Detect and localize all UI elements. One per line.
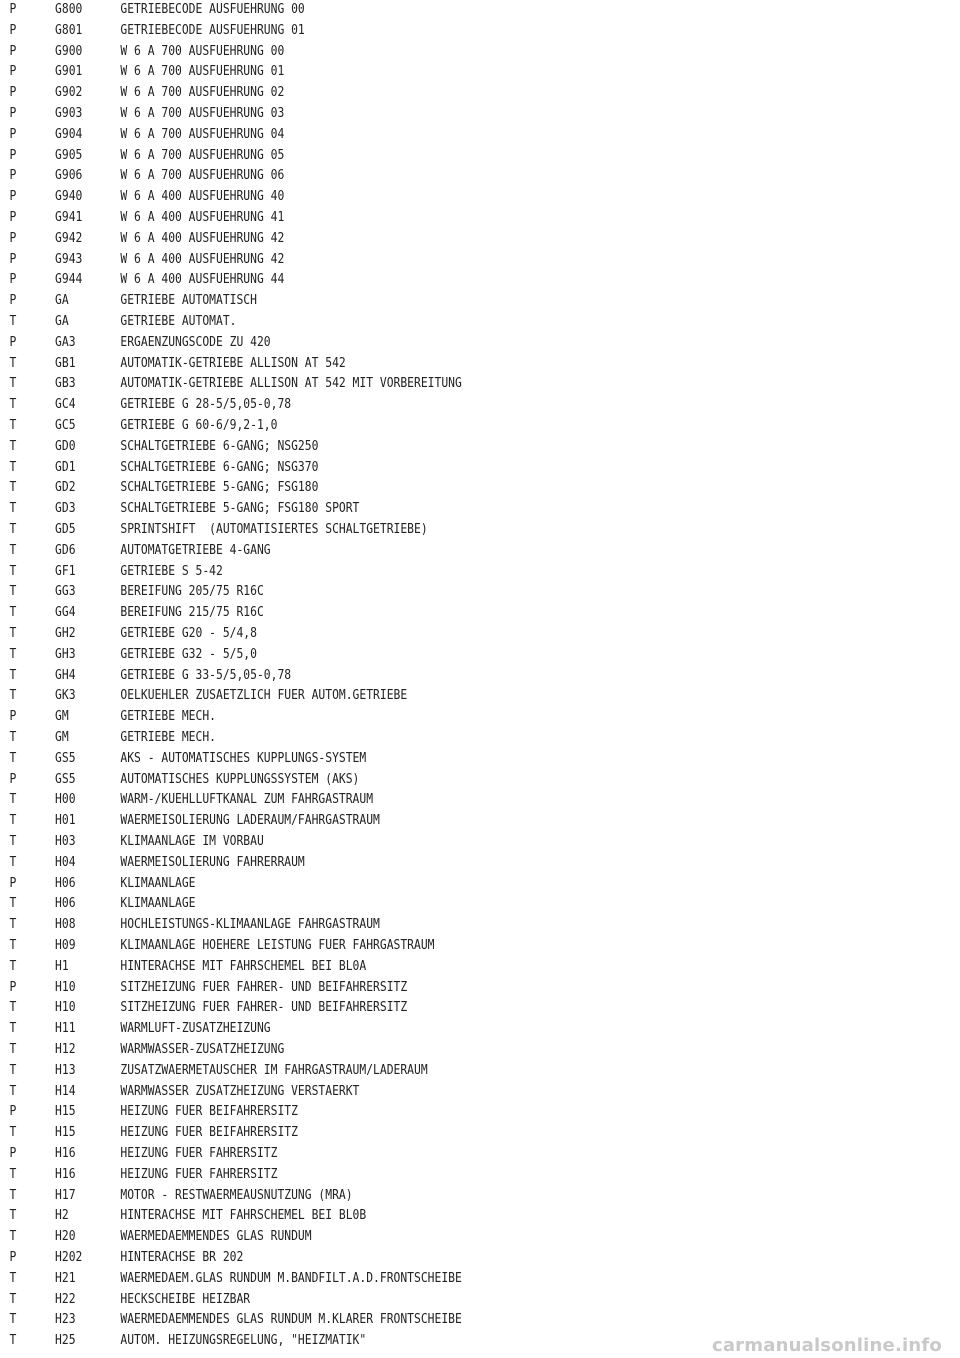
row-description: GETRIEBE S 5-42 — [120, 563, 223, 579]
row-code: GG4 — [55, 605, 76, 621]
row-code: H06 — [55, 875, 76, 891]
row-description: W 6 A 700 AUSFUEHRUNG 04 — [120, 126, 285, 142]
list-item — [0, 1290, 826, 1311]
row-code: H14 — [55, 1083, 76, 1099]
list-item — [0, 1331, 826, 1352]
row-code: GH2 — [55, 626, 76, 641]
row-description: KLIMAANLAGE — [120, 896, 196, 912]
row-type: T — [9, 1042, 17, 1057]
row-description: AUTOMATIK-GETRIEBE ALLISON AT 542 — [120, 355, 346, 371]
row-type: P — [9, 189, 17, 205]
row-description: W 6 A 700 AUSFUEHRUNG 05 — [120, 147, 285, 163]
row-description: W 6 A 400 AUSFUEHRUNG 41 — [120, 210, 285, 225]
row-type: T — [9, 1208, 17, 1224]
list-item — [0, 270, 826, 291]
row-type: P — [9, 106, 17, 121]
row-description: WARMWASSER-ZUSATZHEIZUNG — [120, 1042, 285, 1057]
row-description: OELKUEHLER ZUSAETZLICH FUER AUTOM.GETRIEBE — [120, 688, 408, 704]
row-description: SITZHEIZUNG FUER FAHRER- UND BEIFAHRERSITZ — [120, 1000, 408, 1016]
row-code: GA — [55, 293, 69, 309]
list-item — [0, 645, 826, 666]
row-code: G901 — [55, 64, 83, 80]
row-code: GD1 — [55, 459, 76, 475]
row-description: GETRIEBE G20 - 5/4,8 — [120, 626, 257, 641]
row-description: WARMWASSER ZUSATZHEIZUNG VERSTAERKT — [120, 1083, 360, 1099]
list-item — [0, 146, 826, 167]
row-type: T — [9, 958, 17, 974]
list-item — [0, 666, 826, 687]
row-description: GETRIEBE MECH. — [120, 730, 216, 745]
list-item — [0, 125, 826, 146]
row-type: T — [9, 1125, 17, 1141]
row-description: W 6 A 700 AUSFUEHRUNG 00 — [120, 43, 285, 59]
row-description: W 6 A 400 AUSFUEHRUNG 40 — [120, 189, 285, 205]
row-type: P — [9, 1104, 17, 1120]
list-item — [0, 1144, 826, 1165]
list-item — [0, 582, 826, 603]
row-code: H22 — [55, 1291, 76, 1307]
row-type: T — [9, 314, 17, 329]
row-type: T — [9, 750, 17, 766]
row-description: W 6 A 700 AUSFUEHRUNG 03 — [120, 106, 285, 121]
row-type: T — [9, 501, 17, 517]
row-type: T — [9, 1312, 17, 1328]
row-description: GETRIEBECODE AUSFUEHRUNG 00 — [120, 2, 305, 17]
row-description: SITZHEIZUNG FUER FAHRER- UND BEIFAHRERSITZ — [120, 979, 408, 995]
list-item — [0, 957, 826, 978]
row-description: W 6 A 700 AUSFUEHRUNG 06 — [120, 168, 285, 184]
row-code: G900 — [55, 43, 83, 59]
row-code: H16 — [55, 1146, 76, 1161]
list-item — [0, 728, 826, 749]
list-item — [0, 1040, 826, 1061]
row-description: SCHALTGETRIEBE 5-GANG; FSG180 — [120, 480, 319, 496]
row-code: GC5 — [55, 418, 76, 433]
row-code: GD5 — [55, 522, 76, 537]
list-item — [0, 707, 826, 728]
row-code: G906 — [55, 168, 83, 184]
row-type: T — [9, 563, 17, 579]
row-description: BEREIFUNG 205/75 R16C — [120, 584, 264, 600]
row-code: G800 — [55, 2, 83, 17]
row-type: T — [9, 1021, 17, 1037]
list-item — [0, 229, 826, 250]
row-type: T — [9, 438, 17, 454]
list-item — [0, 1123, 826, 1144]
row-type: T — [9, 1270, 17, 1286]
list-item — [0, 811, 826, 832]
row-description: HEIZUNG FUER FAHRERSITZ — [120, 1146, 278, 1161]
row-code: GD6 — [55, 542, 76, 558]
list-item — [0, 312, 826, 333]
row-description: GETRIEBE G 33-5/5,05-0,78 — [120, 667, 292, 683]
row-code: G801 — [55, 22, 83, 38]
row-type: P — [9, 230, 17, 246]
list-item — [0, 1206, 826, 1227]
row-type: T — [9, 1083, 17, 1099]
row-code: GH3 — [55, 646, 76, 662]
row-code: H11 — [55, 1021, 76, 1037]
row-type: T — [9, 626, 17, 641]
row-code: G942 — [55, 230, 83, 246]
list-item — [0, 333, 826, 354]
list-item — [0, 104, 826, 125]
row-description: WAERMEISOLIERUNG LADERAUM/FAHRGASTRAUM — [120, 813, 380, 829]
list-item — [0, 62, 826, 83]
list-item — [0, 291, 826, 312]
row-description: GETRIEBECODE AUSFUEHRUNG 01 — [120, 22, 305, 38]
list-item — [0, 1269, 826, 1290]
list-item — [0, 458, 826, 479]
row-type: T — [9, 1062, 17, 1078]
row-code: H12 — [55, 1042, 76, 1057]
row-type: T — [9, 418, 17, 433]
list-item — [0, 208, 826, 229]
list-item — [0, 686, 826, 707]
list-item — [0, 1310, 826, 1331]
row-description: GETRIEBE MECH. — [120, 709, 216, 725]
row-type: T — [9, 542, 17, 558]
row-description: HOCHLEISTUNGS-KLIMAANLAGE FAHRGASTRAUM — [120, 917, 380, 933]
row-description: AUTOMATIK-GETRIEBE ALLISON AT 542 MIT VORBEREITUNG — [120, 376, 462, 392]
row-code: H03 — [55, 834, 76, 849]
list-item — [0, 1019, 826, 1040]
row-type: P — [9, 210, 17, 225]
list-item — [0, 0, 826, 21]
row-type: T — [9, 854, 17, 870]
list-item — [0, 770, 826, 791]
row-description: AKS - AUTOMATISCHES KUPPLUNGS-SYSTEM — [120, 750, 367, 766]
list-item — [0, 1186, 826, 1207]
row-code: G902 — [55, 85, 83, 101]
list-item — [0, 166, 826, 187]
row-description: WARMLUFT-ZUSATZHEIZUNG — [120, 1021, 271, 1037]
row-code: G905 — [55, 147, 83, 163]
row-description: AUTOMATISCHES KUPPLUNGSSYSTEM (AKS) — [120, 771, 360, 787]
list-item — [0, 603, 826, 624]
row-type: T — [9, 667, 17, 683]
row-code: GK3 — [55, 688, 76, 704]
row-type: P — [9, 875, 17, 891]
list-item — [0, 1102, 826, 1123]
row-type: T — [9, 1000, 17, 1016]
list-item — [0, 1061, 826, 1082]
row-code: G943 — [55, 251, 83, 267]
row-description: GETRIEBE G 60-6/9,2-1,0 — [120, 418, 278, 433]
row-type: T — [9, 792, 17, 808]
row-description: BEREIFUNG 215/75 R16C — [120, 605, 264, 621]
list-item — [0, 562, 826, 583]
row-type: T — [9, 355, 17, 371]
row-code: GS5 — [55, 771, 76, 787]
row-code: H202 — [55, 1250, 83, 1265]
row-description: W 6 A 700 AUSFUEHRUNG 01 — [120, 64, 285, 80]
row-code: GM — [55, 709, 69, 725]
row-code: H20 — [55, 1229, 76, 1245]
row-type: P — [9, 43, 17, 59]
row-code: H15 — [55, 1104, 76, 1120]
row-type: T — [9, 584, 17, 600]
row-type: P — [9, 126, 17, 142]
list-item — [0, 374, 826, 395]
row-description: HEIZUNG FUER BEIFAHRERSITZ — [120, 1125, 298, 1141]
row-code: H1 — [55, 958, 69, 974]
row-description: SCHALTGETRIEBE 6-GANG; NSG250 — [120, 438, 319, 454]
row-code: G903 — [55, 106, 83, 121]
list-item — [0, 250, 826, 271]
row-description: W 6 A 400 AUSFUEHRUNG 44 — [120, 272, 285, 288]
row-type: P — [9, 64, 17, 80]
list-item — [0, 83, 826, 104]
row-description: W 6 A 400 AUSFUEHRUNG 42 — [120, 230, 285, 246]
row-code: H21 — [55, 1270, 76, 1286]
list-item — [0, 499, 826, 520]
row-type: T — [9, 522, 17, 537]
row-type: P — [9, 2, 17, 17]
row-type: P — [9, 979, 17, 995]
row-code: G904 — [55, 126, 83, 142]
row-code: H25 — [55, 1333, 76, 1349]
row-code: H15 — [55, 1125, 76, 1141]
list-item — [0, 1165, 826, 1186]
list-item — [0, 1227, 826, 1248]
row-code: H16 — [55, 1166, 76, 1182]
row-type: T — [9, 813, 17, 829]
row-code: H04 — [55, 854, 76, 870]
row-type: P — [9, 293, 17, 309]
row-description: AUTOMATGETRIEBE 4-GANG — [120, 542, 271, 558]
row-code: GD3 — [55, 501, 76, 517]
list-item — [0, 624, 826, 645]
row-code: H06 — [55, 896, 76, 912]
row-type: T — [9, 646, 17, 662]
row-type: P — [9, 147, 17, 163]
row-description: WAERMEISOLIERUNG FAHRERRAUM — [120, 854, 305, 870]
list-item — [0, 874, 826, 895]
row-code: GF1 — [55, 563, 76, 579]
list-item — [0, 478, 826, 499]
row-description: MOTOR - RESTWAERMEAUSNUTZUNG (MRA) — [120, 1187, 353, 1203]
list-item — [0, 1082, 826, 1103]
row-type: T — [9, 1291, 17, 1307]
row-type: T — [9, 917, 17, 933]
row-type: T — [9, 1166, 17, 1182]
row-description: GETRIEBE AUTOMATISCH — [120, 293, 257, 309]
row-type: T — [9, 376, 17, 392]
row-code: H13 — [55, 1062, 76, 1078]
row-code: GB1 — [55, 355, 76, 371]
row-description: GETRIEBE G32 - 5/5,0 — [120, 646, 257, 662]
row-description: HEIZUNG FUER BEIFAHRERSITZ — [120, 1104, 298, 1120]
row-type: T — [9, 896, 17, 912]
row-type: T — [9, 938, 17, 953]
row-description: W 6 A 400 AUSFUEHRUNG 42 — [120, 251, 285, 267]
row-description: AUTOM. HEIZUNGSREGELUNG, "HEIZMATIK" — [120, 1333, 367, 1349]
row-code: H00 — [55, 792, 76, 808]
row-description: WAERMEDAEMMENDES GLAS RUNDUM M.KLARER FRONTSCHEIBE — [120, 1312, 462, 1328]
row-code: GS5 — [55, 750, 76, 766]
row-type: P — [9, 1250, 17, 1265]
row-description: KLIMAANLAGE HOEHERE LEISTUNG FUER FAHRGASTRAUM — [120, 938, 435, 953]
row-type: T — [9, 1333, 17, 1349]
row-description: WAERMEDAEMMENDES GLAS RUNDUM — [120, 1229, 312, 1245]
row-description: HINTERACHSE BR 202 — [120, 1250, 244, 1265]
row-description: GETRIEBE AUTOMAT. — [120, 314, 237, 329]
row-code: G944 — [55, 272, 83, 288]
list-item — [0, 187, 826, 208]
row-code: H01 — [55, 813, 76, 829]
row-description: HINTERACHSE MIT FAHRSCHEMEL BEI BL0A — [120, 958, 367, 974]
list-item — [0, 416, 826, 437]
row-code: GC4 — [55, 397, 76, 413]
row-code: GA3 — [55, 334, 76, 350]
row-description: KLIMAANLAGE — [120, 875, 196, 891]
watermark: carmanualsonline.info — [711, 1335, 942, 1356]
row-code: GH4 — [55, 667, 76, 683]
row-type: P — [9, 168, 17, 184]
row-code: H10 — [55, 1000, 76, 1016]
row-description: KLIMAANLAGE IM VORBAU — [120, 834, 264, 849]
row-code: H10 — [55, 979, 76, 995]
list-item — [0, 437, 826, 458]
list-item — [0, 978, 826, 999]
row-code: G940 — [55, 189, 83, 205]
list-item — [0, 21, 826, 42]
list-item — [0, 936, 826, 957]
row-description: GETRIEBE G 28-5/5,05-0,78 — [120, 397, 292, 413]
row-code: GD0 — [55, 438, 76, 454]
row-code: H23 — [55, 1312, 76, 1328]
list-item — [0, 853, 826, 874]
list-item — [0, 395, 826, 416]
list-item — [0, 749, 826, 770]
list-item — [0, 915, 826, 936]
row-code: G941 — [55, 210, 83, 225]
row-type: T — [9, 1187, 17, 1203]
list-item — [0, 998, 826, 1019]
row-type: P — [9, 251, 17, 267]
list-item — [0, 790, 826, 811]
list-item — [0, 1248, 826, 1269]
row-description: ZUSATZWAERMETAUSCHER IM FAHRGASTRAUM/LADERAUM — [120, 1062, 428, 1078]
row-type: P — [9, 709, 17, 725]
row-type: T — [9, 459, 17, 475]
row-description: WARM-/KUEHLLUFTKANAL ZUM FAHRGASTRAUM — [120, 792, 374, 808]
row-description: HEIZUNG FUER FAHRERSITZ — [120, 1166, 278, 1182]
row-description: ERGAENZUNGSCODE ZU 420 — [120, 334, 271, 350]
list-item — [0, 894, 826, 915]
row-description: WAERMEDAEM.GLAS RUNDUM M.BANDFILT.A.D.FRONTSCHEIBE — [120, 1270, 462, 1286]
row-description: HINTERACHSE MIT FAHRSCHEMEL BEI BL0B — [120, 1208, 367, 1224]
row-code: GA — [55, 314, 69, 329]
row-code: H17 — [55, 1187, 76, 1203]
row-type: P — [9, 771, 17, 787]
row-type: T — [9, 688, 17, 704]
row-code: GB3 — [55, 376, 76, 392]
row-type: T — [9, 480, 17, 496]
row-description: W 6 A 700 AUSFUEHRUNG 02 — [120, 85, 285, 101]
row-code: H2 — [55, 1208, 69, 1224]
row-type: P — [9, 272, 17, 288]
row-type: T — [9, 605, 17, 621]
list-item — [0, 541, 826, 562]
row-type: P — [9, 85, 17, 101]
list-item — [0, 520, 826, 541]
row-code: GD2 — [55, 480, 76, 496]
list-item — [0, 832, 826, 853]
row-code: GG3 — [55, 584, 76, 600]
row-type: T — [9, 1229, 17, 1245]
list-item — [0, 42, 826, 63]
row-type: P — [9, 334, 17, 350]
row-type: P — [9, 1146, 17, 1161]
row-description: SCHALTGETRIEBE 6-GANG; NSG370 — [120, 459, 319, 475]
list-item — [0, 354, 826, 375]
row-code: H09 — [55, 938, 76, 953]
row-code: GM — [55, 730, 69, 745]
row-type: T — [9, 834, 17, 849]
row-type: T — [9, 730, 17, 745]
row-type: T — [9, 397, 17, 413]
row-code: H08 — [55, 917, 76, 933]
row-description: HECKSCHEIBE HEIZBAR — [120, 1291, 251, 1307]
row-type: P — [9, 22, 17, 38]
row-description: SPRINTSHIFT (AUTOMATISIERTES SCHALTGETRIEBE) — [120, 522, 428, 537]
row-description: SCHALTGETRIEBE 5-GANG; FSG180 SPORT — [120, 501, 360, 517]
